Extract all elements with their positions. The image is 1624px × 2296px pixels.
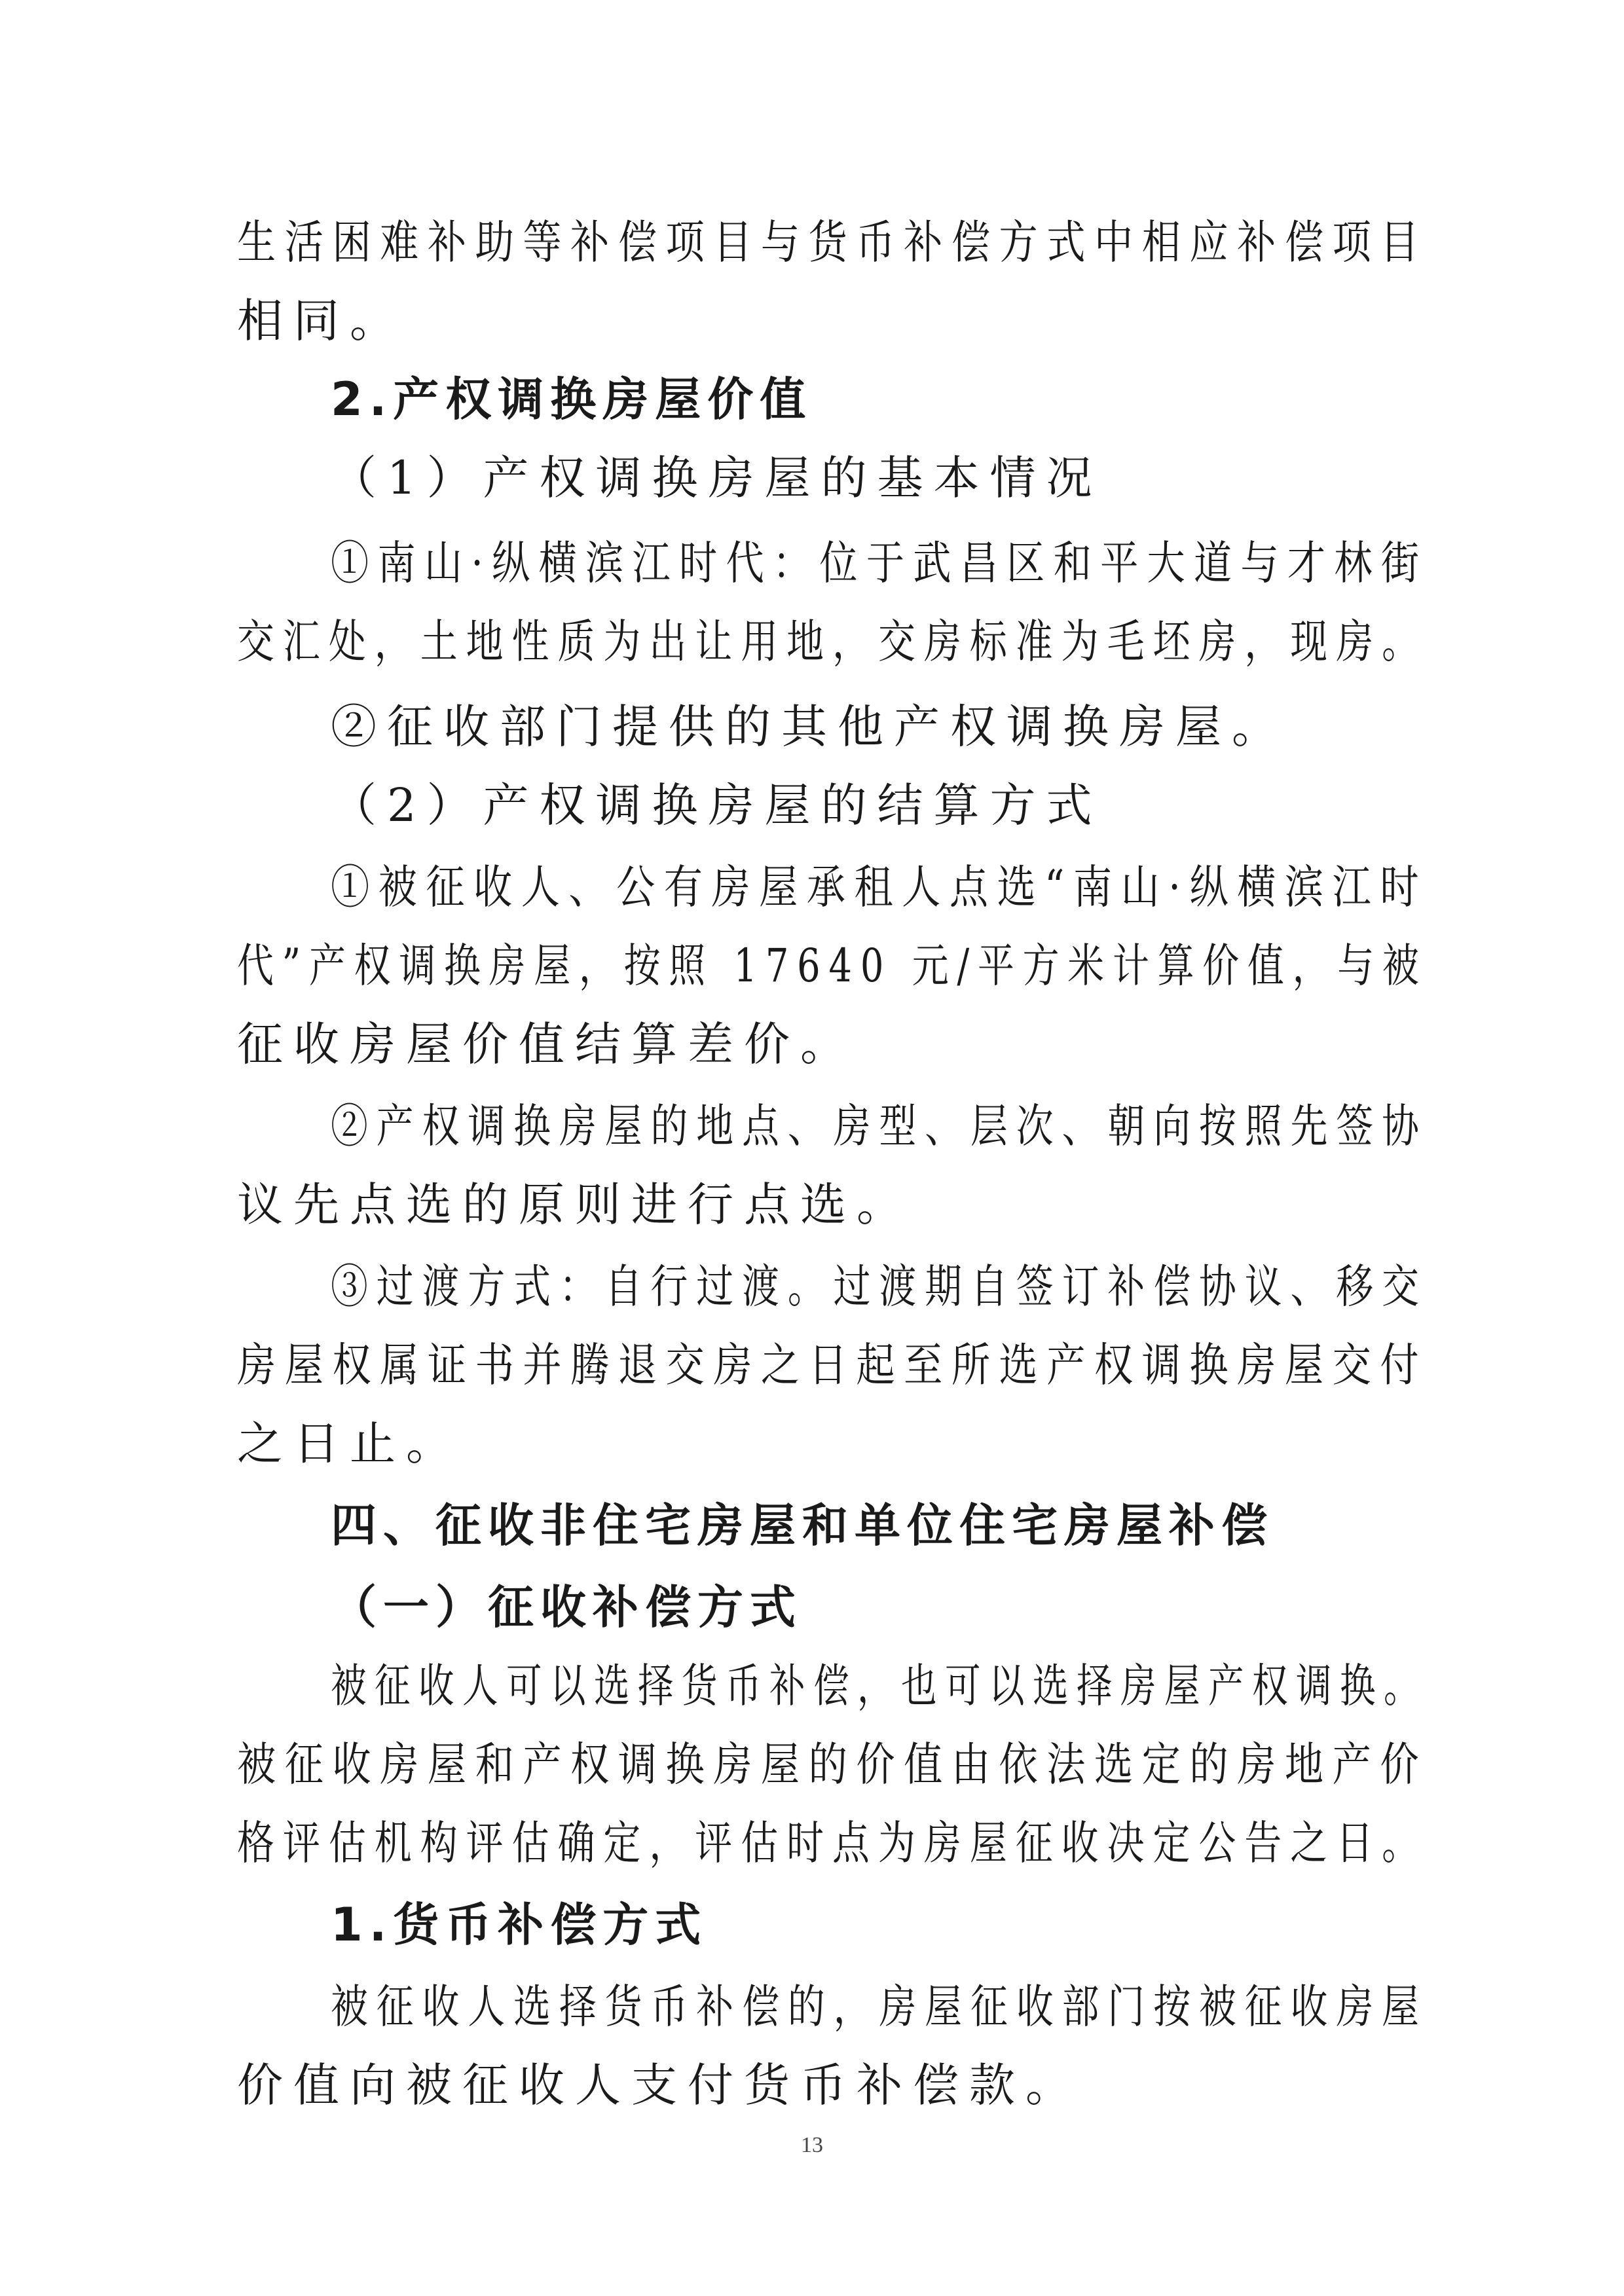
body-text-line: 被征收房屋和产权调换房屋的价值由依法选定的房地产价 [237, 1738, 1428, 1791]
section-heading: 1.货币补偿方式 [331, 1898, 708, 1952]
body-text-line: ②征收部门提供的其他产权调换房屋。 [331, 700, 1288, 754]
body-text-line: 交汇处，土地性质为出让用地，交房标准为毛坯房，现房。 [237, 615, 1428, 668]
body-text-line: 议先点选的原则进行点选。 [237, 1178, 913, 1231]
subsection-heading: （2）产权调换房屋的结算方式 [331, 778, 1103, 832]
body-text-line: 生活困难补助等补偿项目与货币补偿方式中相应补偿项目 [237, 215, 1428, 269]
body-text-line: 代”产权调换房屋，按照 17640 元/平方米计算价值，与被 [237, 939, 1428, 993]
section-heading: （一）征收补偿方式 [331, 1580, 802, 1634]
body-text-line: 被征收人选择货币补偿的，房屋征收部门按被征收房屋 [331, 1980, 1428, 2033]
body-text-line: ②产权调换房屋的地点、房型、层次、朝向按照先签协 [331, 1099, 1428, 1153]
body-text-line: 相同。 [237, 294, 406, 348]
body-text-line: ①被征收人、公有房屋承租人点选“南山·纵横滨江时 [331, 860, 1428, 914]
chapter-heading: 四、征收非住宅房屋和单位住宅房屋补偿 [331, 1499, 1274, 1552]
page-number: 13 [801, 2133, 823, 2157]
body-text-line: 被征收人可以选择货币补偿，也可以选择房屋产权调换。 [331, 1659, 1428, 1713]
subsection-heading: （1）产权调换房屋的基本情况 [331, 451, 1103, 505]
body-text-line: 价值向被征收人支付货币补偿款。 [237, 2058, 1082, 2112]
body-text-line: 格评估机构评估确定，评估时点为房屋征收决定公告之日。 [237, 1816, 1428, 1870]
body-text-line: 之日止。 [237, 1417, 462, 1470]
body-text-line: 征收房屋价值结算差价。 [237, 1017, 857, 1071]
body-text-line: ③过渡方式：自行过渡。过渡期自签订补偿协议、移交 [331, 1260, 1428, 1313]
body-text-line: ①南山·纵横滨江时代：位于武昌区和平大道与才林街 [331, 536, 1428, 590]
section-heading: 2.产权调换房屋价值 [331, 373, 813, 426]
body-text-line: 房屋权属证书并腾退交房之日起至所选产权调换房屋交付 [237, 1338, 1428, 1392]
